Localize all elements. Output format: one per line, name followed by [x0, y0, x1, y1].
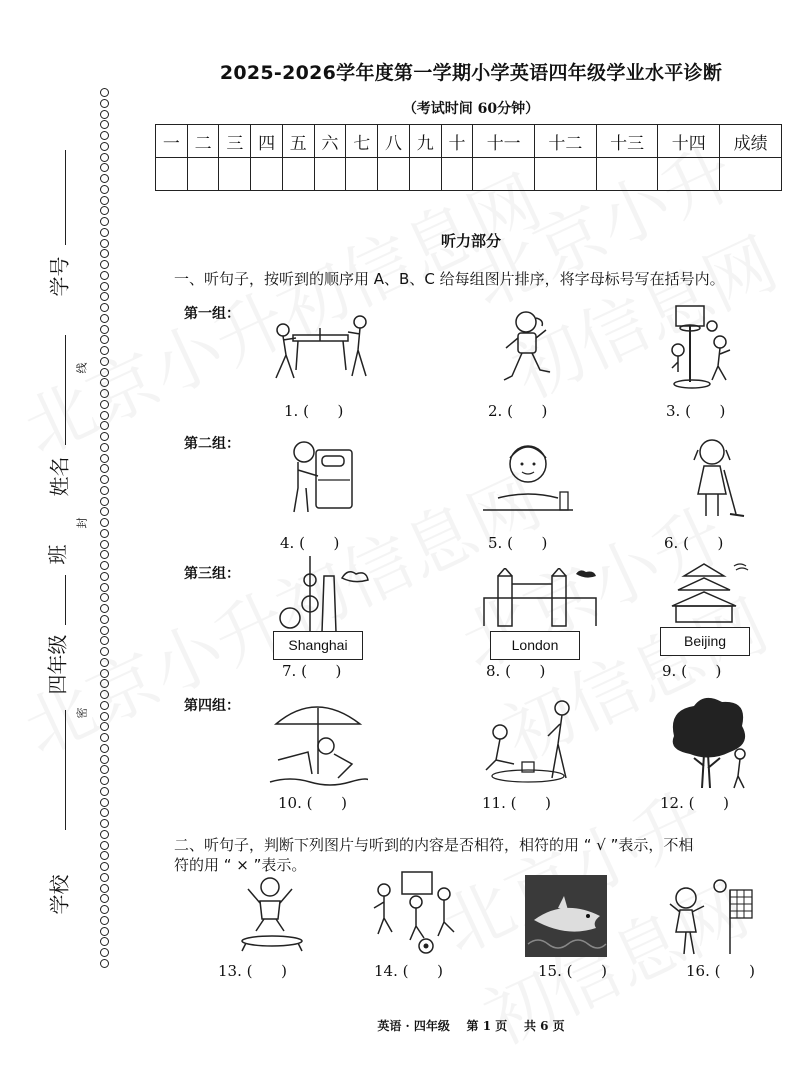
binding-circle: [100, 894, 109, 903]
binding-circle: [100, 206, 109, 215]
answer-7[interactable]: 7. ( ): [282, 662, 342, 680]
answer-11[interactable]: 11. ( ): [482, 794, 551, 812]
binding-circle: [100, 411, 109, 420]
binding-circle: [100, 862, 109, 871]
binding-circle: [100, 937, 109, 946]
binding-circle: [100, 378, 109, 387]
score-input-cell[interactable]: [720, 158, 782, 191]
score-header-cell: 四: [251, 125, 283, 158]
tree-picture: [664, 696, 754, 791]
binding-circle: [100, 604, 109, 613]
q2-instruction-line1: 二、听句子，判断下列图片与听到的内容是否相符，相符的用 “ √ ”表示，不相: [174, 836, 694, 854]
score-header-cell: 三: [219, 125, 251, 158]
score-header-cell: 九: [409, 125, 441, 158]
score-header-cell: 十四: [658, 125, 720, 158]
binding-circle: [100, 120, 109, 129]
name-label: 姓名: [47, 456, 72, 497]
grade-line: [65, 710, 66, 830]
group-2-label: 第二组：: [184, 436, 240, 452]
score-input-cell[interactable]: [346, 158, 378, 191]
group-4-label: 第四组：: [184, 698, 240, 714]
binding-circle: [100, 400, 109, 409]
binding-circle: [100, 701, 109, 710]
binding-circle: [100, 787, 109, 796]
score-header-cell: 成绩: [720, 125, 782, 158]
binding-circle: [100, 561, 109, 570]
score-header-cell: 六: [314, 125, 346, 158]
section-title: 听力部分: [440, 232, 501, 250]
binding-circle: [100, 948, 109, 957]
binding-circle: [100, 88, 109, 97]
binding-circle: [100, 636, 109, 645]
london-bridge-picture: [480, 568, 600, 628]
binding-circle: [100, 593, 109, 602]
making-bed-picture: [288, 436, 358, 516]
answer-4[interactable]: 4. ( ): [280, 534, 340, 552]
score-input-cell[interactable]: [596, 158, 658, 191]
binding-circle: [100, 669, 109, 678]
london-sign: London: [490, 631, 580, 660]
answer-1[interactable]: 1. ( ): [284, 402, 344, 420]
binding-circle: [100, 851, 109, 860]
binding-circle: [100, 389, 109, 398]
binding-circle: [100, 110, 109, 119]
score-input-cell[interactable]: [187, 158, 219, 191]
binding-circle: [100, 282, 109, 291]
score-header-cell: 十: [441, 125, 473, 158]
binding-circle: [100, 830, 109, 839]
binding-circle: [100, 507, 109, 516]
score-header-cell: 十三: [596, 125, 658, 158]
score-input-cell[interactable]: [251, 158, 283, 191]
binding-circle: [100, 733, 109, 742]
binding-circle: [100, 927, 109, 936]
binding-circle: [100, 916, 109, 925]
answer-8[interactable]: 8. ( ): [486, 662, 546, 680]
shanghai-sign: Shanghai: [273, 631, 363, 660]
ping-pong-picture: [268, 310, 378, 380]
beach-picture: [268, 694, 368, 789]
binding-circle: [100, 174, 109, 183]
binding-circle: [100, 884, 109, 893]
binding-circle: [100, 722, 109, 731]
binding-circle: [100, 529, 109, 538]
binding-circle: [100, 303, 109, 312]
shanghai-skyline-picture: [278, 554, 378, 634]
score-header-cell: 二: [187, 125, 219, 158]
binding-margin: [0, 0, 150, 1041]
binding-circle: [100, 443, 109, 452]
binding-circle: [100, 325, 109, 334]
binding-circle: [100, 99, 109, 108]
score-header-cell: 十一: [473, 125, 535, 158]
binding-circle: [100, 712, 109, 721]
binding-circle: [100, 873, 109, 882]
binding-circle: [100, 421, 109, 430]
binding-circle: [100, 142, 109, 151]
binding-circle: [100, 615, 109, 624]
binding-circle: [100, 572, 109, 581]
answer-12[interactable]: 12. ( ): [660, 794, 729, 812]
binding-circle: [100, 690, 109, 699]
binding-circle: [100, 346, 109, 355]
binding-circle: [100, 357, 109, 366]
binding-circle: [100, 475, 109, 484]
binding-circle: [100, 518, 109, 527]
binding-circle: [100, 131, 109, 140]
binding-circle: [100, 755, 109, 764]
binding-circle: [100, 679, 109, 688]
grade-label: 四年级: [45, 634, 70, 695]
binding-circle: [100, 335, 109, 344]
binding-circle: [100, 185, 109, 194]
binding-circle: [100, 550, 109, 559]
score-input-cell[interactable]: [535, 158, 597, 191]
sweeping-girl-picture: [686, 436, 746, 521]
score-input-cell[interactable]: [156, 158, 188, 191]
binding-circle: [100, 808, 109, 817]
school-label: 学校: [47, 874, 72, 915]
answer-3[interactable]: 3. ( ): [666, 402, 726, 420]
page-title: 2025-2026学年度第一学期小学英语四年级学业水平诊断: [219, 62, 723, 84]
binding-circle: [100, 196, 109, 205]
binding-circle: [100, 658, 109, 667]
binding-circle: [100, 583, 109, 592]
binding-circle: [100, 314, 109, 323]
group-3-label: 第三组：: [184, 566, 240, 582]
football-picture: [368, 870, 468, 955]
binding-circle: [100, 249, 109, 258]
binding-circle: [100, 819, 109, 828]
page-footer: 英语 · 四年级 第 1 页 共 6 页: [377, 1019, 565, 1033]
binding-circle: [100, 292, 109, 301]
answer-14[interactable]: 14. ( ): [374, 962, 443, 980]
score-input-cell[interactable]: [658, 158, 720, 191]
ocean-shark-picture: [524, 874, 608, 958]
binding-circle: [100, 368, 109, 377]
washing-dishes-picture: [478, 438, 578, 518]
binding-circle: [100, 163, 109, 172]
score-table-blank-row: [156, 158, 782, 191]
trampoline-picture: [232, 873, 312, 953]
answer-5[interactable]: 5. ( ): [488, 534, 548, 552]
answer-16[interactable]: 16. ( ): [686, 962, 755, 980]
binding-circle: [100, 647, 109, 656]
binding-circle: [100, 626, 109, 635]
score-input-cell[interactable]: [409, 158, 441, 191]
student-id-label: 学号: [47, 256, 72, 297]
basketball-picture: [668, 304, 738, 389]
score-header-cell: 八: [378, 125, 410, 158]
binding-circle: [100, 744, 109, 753]
binding-circle: [100, 260, 109, 269]
score-header-cell: 七: [346, 125, 378, 158]
name-line: [65, 335, 66, 445]
binding-circle: [100, 217, 109, 226]
binding-circle: [100, 228, 109, 237]
score-input-cell[interactable]: [219, 158, 251, 191]
score-input-cell[interactable]: [473, 158, 535, 191]
class-line: [65, 575, 66, 625]
binding-circle: [100, 798, 109, 807]
answer-10[interactable]: 10. ( ): [278, 794, 347, 812]
score-header-cell: 十二: [535, 125, 597, 158]
beijing-sign: Beijing: [660, 627, 750, 656]
binding-circles: [96, 88, 112, 968]
binding-circle: [100, 905, 109, 914]
temple-of-heaven-picture: [662, 560, 752, 625]
q1-instruction: 一、听句子，按听到的顺序用 A、B、C 给每组图片排序，将字母标号写在括号内。: [174, 270, 725, 288]
answer-6[interactable]: 6. ( ): [664, 534, 724, 552]
running-girl-picture: [498, 308, 558, 388]
score-input-cell[interactable]: [441, 158, 473, 191]
q2-instruction-line2: 符的用 “ × ”表示。: [174, 856, 307, 874]
group-1-label: 第一组：: [184, 306, 240, 322]
seal-mark: 封: [75, 517, 89, 529]
answer-9[interactable]: 9. ( ): [662, 662, 722, 680]
binding-circle: [100, 432, 109, 441]
answer-15[interactable]: 15. ( ): [538, 962, 607, 980]
score-input-cell[interactable]: [282, 158, 314, 191]
score-header-cell: 五: [282, 125, 314, 158]
student-id-line: [65, 150, 66, 245]
binding-circle: [100, 497, 109, 506]
binding-circle: [100, 765, 109, 774]
binding-circle: [100, 841, 109, 850]
score-table-header-row: [156, 125, 782, 158]
picnic-picture: [478, 700, 588, 785]
binding-circle: [100, 153, 109, 162]
binding-circle: [100, 271, 109, 280]
score-table: [155, 124, 782, 191]
binding-circle: [100, 239, 109, 248]
score-header-cell: 一: [156, 125, 188, 158]
binding-circle: [100, 486, 109, 495]
score-input-cell[interactable]: [314, 158, 346, 191]
answer-2[interactable]: 2. ( ): [488, 402, 548, 420]
exam-duration: （考试时间 60分钟）: [402, 101, 540, 117]
fold-mark: 密: [75, 707, 89, 719]
line-mark: 线: [75, 362, 89, 374]
binding-circle: [100, 959, 109, 968]
class-label: 班: [45, 544, 70, 565]
binding-circle: [100, 540, 109, 549]
answer-13[interactable]: 13. ( ): [218, 962, 287, 980]
binding-circle: [100, 464, 109, 473]
volleyball-picture: [664, 876, 754, 956]
binding-circle: [100, 454, 109, 463]
score-input-cell[interactable]: [378, 158, 410, 191]
binding-circle: [100, 776, 109, 785]
